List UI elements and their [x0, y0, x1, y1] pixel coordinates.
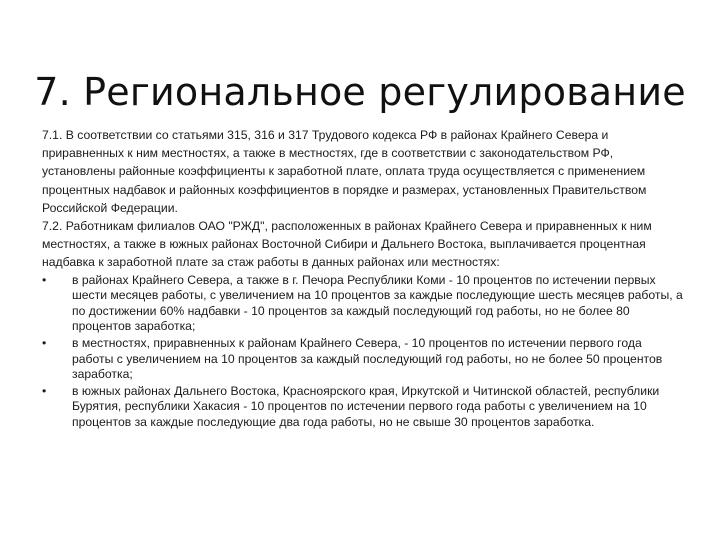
paragraph-7-2: 7.2. Работникам филиалов ОАО "РЖД", расположенных в районах Крайнего Севера и приравненных к ним местностях, а также в южных районах Восточной Сибири и Дальнего Востока, выплачивается процентная надбавка к заработной плате за стаж работы в данных районах или местностях: — [42, 219, 652, 270]
bullet-icon: • — [42, 336, 47, 350]
list-item — [42, 273, 684, 335]
bullet-text-far-east: в южных районах Дальнего Востока, Красноярского края, Иркутской и Читинской областей, республики Бурятия, республики Хакасия - 10 процентов по истечении первого года работы с увеличением на 10 процентов за каждые последующие два года работы, но не свыше 30 процентов заработка. — [72, 383, 660, 429]
slide-title: 7. Региональное регулирование — [34, 70, 686, 115]
list-item — [42, 384, 684, 431]
slide-body — [42, 126, 684, 432]
bullet-text-far-north: в районах Крайнего Севера, а также в г. Печора Республики Коми - 10 процентов по истечении первых шести месяцев работы, с увеличением на 10 процентов за каждые последующие шесть месяцев работы, а по достижении 60% надбавки - 10 процентов за каждый последующий год работы, но не более 80 процентов заработка; — [72, 272, 683, 334]
bullet-icon: • — [42, 383, 47, 398]
bullet-text-equivalent-areas: в местностях, приравненных к районам Крайнего Севера, - 10 процентов по истечении первого года работы с увеличением на 10 процентов за каждый последующий год работы, но не более 50 процентов заработка; — [72, 336, 663, 382]
bullet-list — [42, 273, 684, 431]
bullet-icon: • — [42, 272, 47, 287]
paragraph-7-1: 7.1. В соответствии со статьями 315, 316 и 317 Трудового кодекса РФ в районах Крайнего Севера и приравненных к ним местностях, а также в местностях, где в соответствии с законодательством РФ, установлены районные коэффициенты к заработной плате, оплата труда осуществляется с применением процентных надбавок и районных коэффициентов в порядке и размерах, установленных Правительством Российской Федерации. — [42, 128, 647, 215]
list-item — [42, 336, 684, 383]
